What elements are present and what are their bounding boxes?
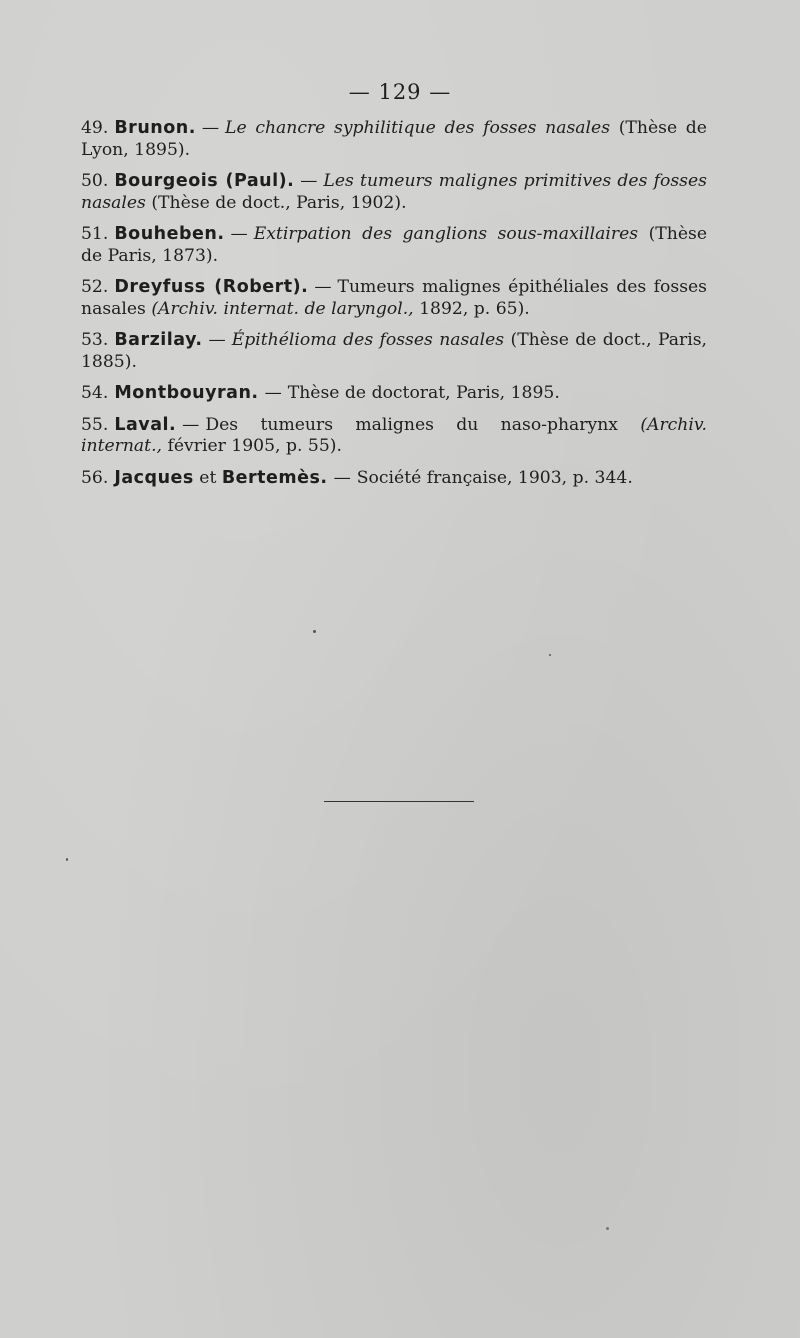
entry-author: Brunon. [114, 118, 196, 138]
entry-title: (Archiv. internat. de laryngol., [151, 298, 414, 319]
entry-source: 1892, p. 65). [419, 298, 530, 319]
paper-speck [606, 1227, 609, 1230]
entry-dash: — [333, 467, 351, 488]
entry-source: février 1905, p. 55). [167, 436, 342, 456]
bibliography-entry-55 [81, 415, 707, 458]
entry-dash: — [264, 383, 282, 403]
entry-author: Dreyfuss (Robert). [114, 277, 309, 297]
bibliography-entry-51 [81, 224, 707, 267]
entry-number: 49. [81, 118, 109, 138]
entry-source: Société française, 1903, p. 344. [356, 467, 633, 488]
entry-dash: — [314, 277, 332, 297]
page-number: — 129 — [348, 80, 452, 104]
bibliography-entry-50 [81, 171, 707, 214]
bibliography-entry-53 [81, 330, 707, 373]
entry-dash: — [201, 118, 220, 138]
entry-author: Montbouyran. [114, 383, 259, 403]
entry-dash: — [230, 224, 248, 244]
entry-title: (Archiv. internat., [81, 414, 708, 456]
entry-number: 52. [81, 277, 109, 297]
entry-number: 53. [81, 330, 109, 350]
paper-speck [313, 630, 316, 633]
entry-dash: — [208, 330, 226, 350]
end-rule [324, 801, 474, 802]
entry-number: 54. [81, 383, 109, 403]
entry-number: 56. [81, 467, 109, 488]
entry-author: Bourgeois (Paul). [114, 171, 295, 191]
paper-speck [66, 858, 68, 861]
entry-text: Des tumeurs malignes du naso-pharynx [205, 414, 618, 435]
entry-title: Les tumeurs malignes primitives des fosses nasales [81, 171, 707, 213]
entry-dash: — [182, 414, 200, 435]
bibliography-entry-54 [81, 383, 707, 405]
entry-title: Extirpation des ganglions sous-maxillaires [253, 224, 639, 244]
entry-number: 55. [81, 414, 109, 435]
entry-author: Laval. [114, 414, 177, 435]
entry-conjunction: et [199, 467, 217, 488]
paper-speck [549, 654, 551, 656]
entry-source: (Thèse de Lyon, 1895). [81, 118, 707, 160]
entry-source: (Thèse de doct., Paris, 1902). [151, 192, 407, 213]
bibliography-list [81, 118, 707, 499]
entry-text: Tumeurs malignes épithéliales des fosses nasales [81, 277, 708, 319]
bibliography-entry-52 [81, 277, 707, 320]
bibliography-entry-49 [81, 118, 707, 161]
entry-author: Barzilay. [114, 330, 203, 350]
entry-dash: — [300, 171, 318, 191]
entry-source: Thèse de doctorat, Paris, 1895. [287, 383, 560, 403]
entry-number: 50. [81, 171, 109, 191]
entry-author: Bouheben. [114, 224, 225, 244]
entry-title: Le chancre syphilitique des fosses nasales [225, 118, 611, 138]
entry-author: Jacques [114, 467, 194, 488]
bibliography-entry-56 [81, 468, 707, 490]
entry-source: (Thèse de doct., Paris, 1885). [81, 330, 708, 372]
entry-title: Épithélioma des fosses nasales [231, 330, 505, 350]
entry-number: 51. [81, 224, 109, 244]
entry-source: (Thèse de Paris, 1873). [81, 224, 707, 266]
entry-author-2: Bertemès. [221, 467, 328, 488]
